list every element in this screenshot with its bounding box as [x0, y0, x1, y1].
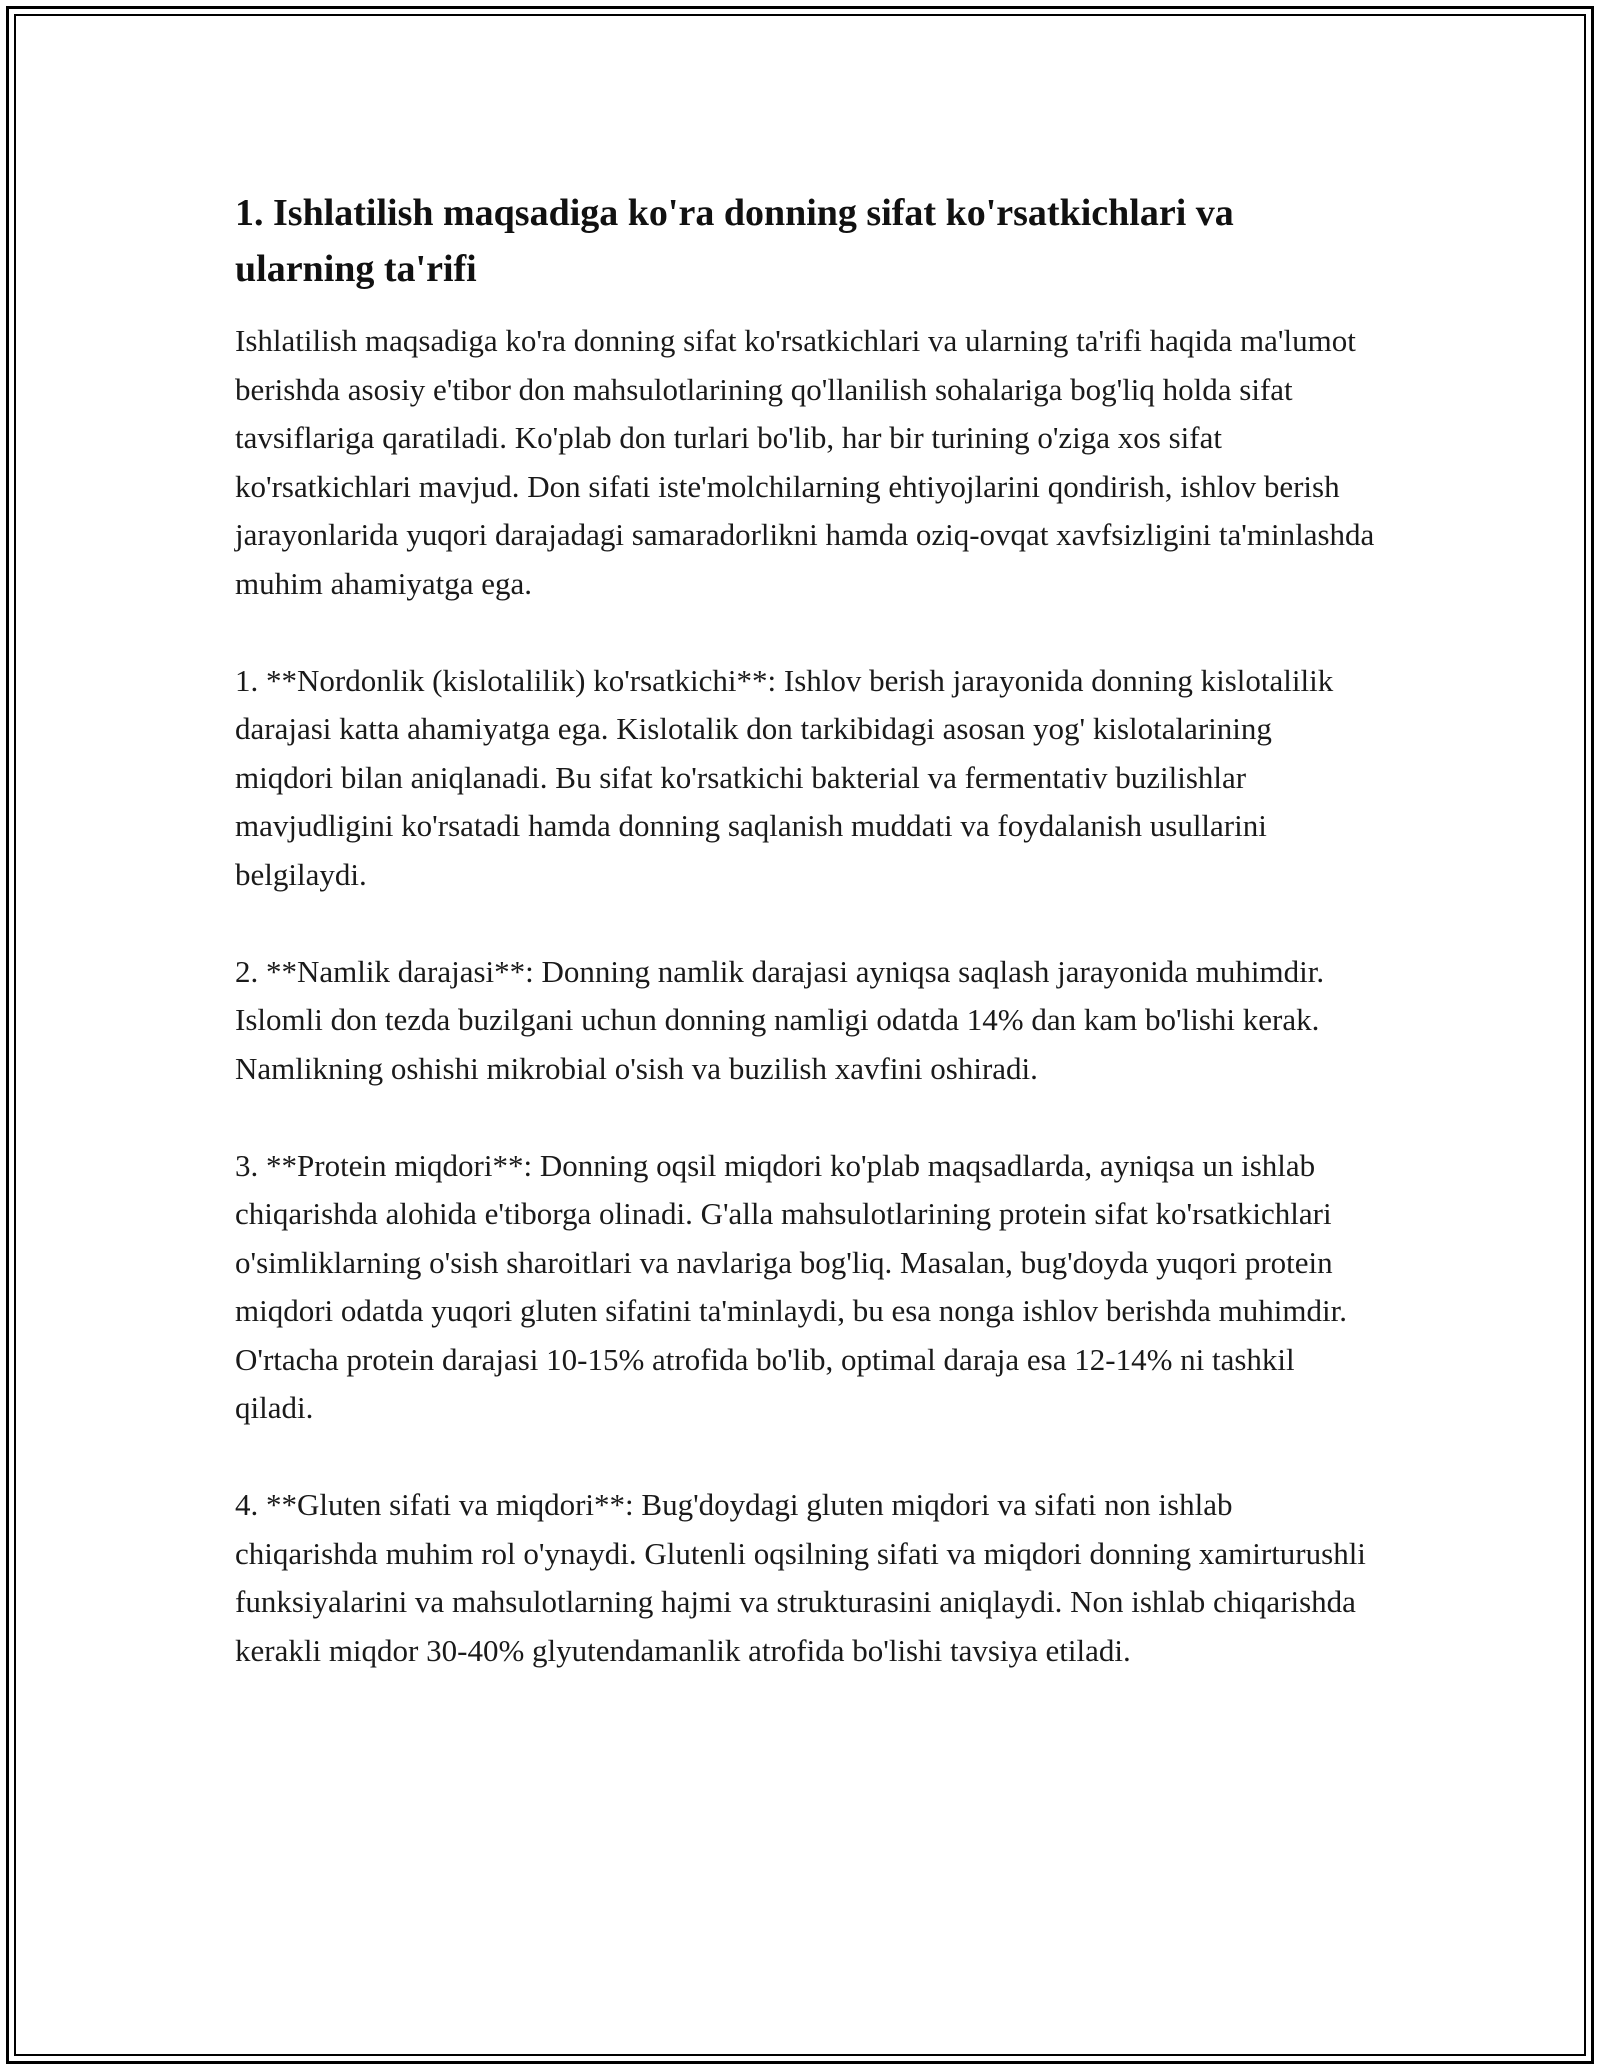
moisture-paragraph: 2. **Namlik darajasi**: Donning namlik darajasi ayniqsa saqlash jarayonida muhimdir. Islomli don tezda buzilgani uchun donning namligi odatda 14% dan kam bo'lishi kerak. Namlikning oshishi mikrobial o'sish va buzilish xavfini oshiradi.: [235, 953, 1325, 1086]
document-body: [235, 185, 1375, 1675]
protein-paragraph: 3. **Protein miqdori**: Donning oqsil miqdori ko'plab maqsadlarda, ayniqsa un ishlab chiqarishda alohida e'tiborga olinadi. G'alla mahsulotlarining protein sifat ko'rsatkichlari o'simliklarning o'sish sharoitlari va navlariga bog'liq. Masalan, bug'doyda yuqori protein miqdori odatda yuqori gluten sifatini ta'minlaydi, bu esa nonga ishlov berishda muhimdir. O'rtacha protein darajasi 10-15% atrofida bo'lib, optimal daraja esa 12-14% ni tashkil qiladi.: [235, 1147, 1347, 1425]
gluten-paragraph: 4. **Gluten sifati va miqdori**: Bug'doydagi gluten miqdori va sifati non ishlab chiqarishda muhim rol o'ynaydi. Glutenli oqsilning sifati va miqdori donning xamirturushli funksiyalarini va mahsulotlarning hajmi va strukturasini aniqlaydi. Non ishlab chiqarishda kerakli miqdor 30-40% glyutendamanlik atrofida bo'lishi tavsiya etiladi.: [235, 1487, 1366, 1668]
section-heading: 1. Ishlatilish maqsadiga ko'ra donning sifat ko'rsatkichlari va ularning ta'rifi: [235, 192, 1234, 290]
acidity-paragraph: 1. **Nordonlik (kislotalilik) ko'rsatkichi**: Ishlov berish jarayonida donning kislotalilik darajasi katta ahamiyatga ega. Kislotalik don tarkibidagi asosan yog' kislotalarining miqdori bilan aniqlanadi. Bu sifat ko'rsatkichi bakterial va fermentativ buzilishlar mavjudligini ko'rsatadi hamda donning saqlanish muddati va foydalanish usullarini belgilaydi.: [235, 662, 1334, 892]
intro-paragraph: Ishlatilish maqsadiga ko'ra donning sifat ko'rsatkichlari va ularning ta'rifi haqida ma'lumot berishda asosiy e'tibor don mahsulotlarining qo'llanilish sohalariga bog'liq holda sifat tavsiflariga qaratiladi. Ko'plab don turlari bo'lib, har bir turining o'ziga xos sifat ko'rsatkichlari mavjud. Don sifati iste'molchilarning ehtiyojlarini qondirish, ishlov berish jarayonlarida yuqori darajadagi samaradorlikni hamda oziq-ovqat xavfsizligini ta'minlashda muhim ahamiyatga ega.: [235, 323, 1375, 601]
